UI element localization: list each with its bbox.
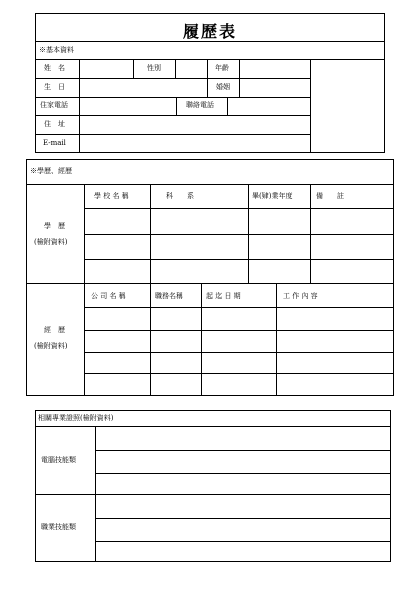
divider	[310, 184, 311, 283]
col-period-header: 起 迄 日 期	[206, 292, 241, 300]
basic-section-label: ※基本資料	[39, 46, 74, 54]
divider	[276, 283, 277, 396]
col-remark-header: 備 註	[316, 192, 344, 200]
divider	[84, 307, 394, 308]
col-work-header: 工 作 內 容	[283, 292, 318, 300]
divider	[239, 59, 240, 97]
divider	[26, 184, 394, 185]
divider	[35, 494, 391, 495]
divider	[150, 283, 151, 396]
col-position-header: 職務名稱	[155, 292, 183, 300]
computer-skills-label: 電腦技能類	[41, 456, 76, 464]
divider	[35, 426, 391, 427]
education-note: (檢附資料)	[34, 238, 68, 246]
divider	[79, 59, 80, 153]
page-title: 履歷表	[183, 22, 238, 41]
divider	[150, 184, 151, 283]
vocational-skills-label: 職業技能類	[41, 523, 76, 531]
divider	[35, 78, 310, 79]
divider	[95, 541, 391, 542]
divider	[35, 97, 310, 98]
col-company-header: 公 司 名 稱	[91, 292, 126, 300]
divider	[310, 59, 311, 153]
experience-label: 經 歷	[44, 326, 65, 334]
divider	[26, 283, 394, 284]
divider	[133, 59, 134, 78]
divider	[84, 259, 394, 260]
contact-phone-label: 聯絡電話	[186, 101, 214, 109]
email-label: E-mail	[43, 139, 66, 147]
experience-note: (檢附資料)	[34, 342, 68, 350]
certs-box	[35, 410, 391, 562]
divider	[84, 352, 394, 353]
divider	[35, 134, 310, 135]
divider	[84, 330, 394, 331]
certs-header: 相關專業證照(檢附資料)	[38, 414, 114, 422]
age-label: 年齡	[215, 64, 229, 72]
address-label: 住 址	[44, 120, 65, 128]
divider	[95, 518, 391, 519]
divider	[95, 473, 391, 474]
divider	[207, 59, 208, 97]
divider	[176, 97, 177, 115]
divider	[35, 41, 385, 42]
divider	[95, 450, 391, 451]
name-label: 姓 名	[44, 64, 65, 72]
gender-label: 性別	[147, 64, 161, 72]
divider	[84, 184, 85, 396]
col-school-header: 學 校 名 稱	[94, 192, 129, 200]
divider	[35, 59, 385, 60]
divider	[84, 208, 394, 209]
divider	[95, 426, 96, 562]
divider	[201, 283, 202, 396]
birth-label: 生 日	[44, 83, 65, 91]
divider	[84, 234, 394, 235]
col-year-header: 畢(肄)業年度	[252, 192, 293, 200]
col-major-header: 科 系	[166, 192, 194, 200]
education-label: 學 歷	[44, 222, 65, 230]
divider	[84, 373, 394, 374]
divider	[175, 59, 176, 78]
education-section-label: ※學歷、經歷	[30, 167, 72, 175]
marriage-label: 婚姻	[216, 83, 230, 91]
divider	[248, 184, 249, 283]
home-phone-label: 住家電話	[40, 101, 68, 109]
divider	[35, 115, 310, 116]
divider	[227, 97, 228, 115]
